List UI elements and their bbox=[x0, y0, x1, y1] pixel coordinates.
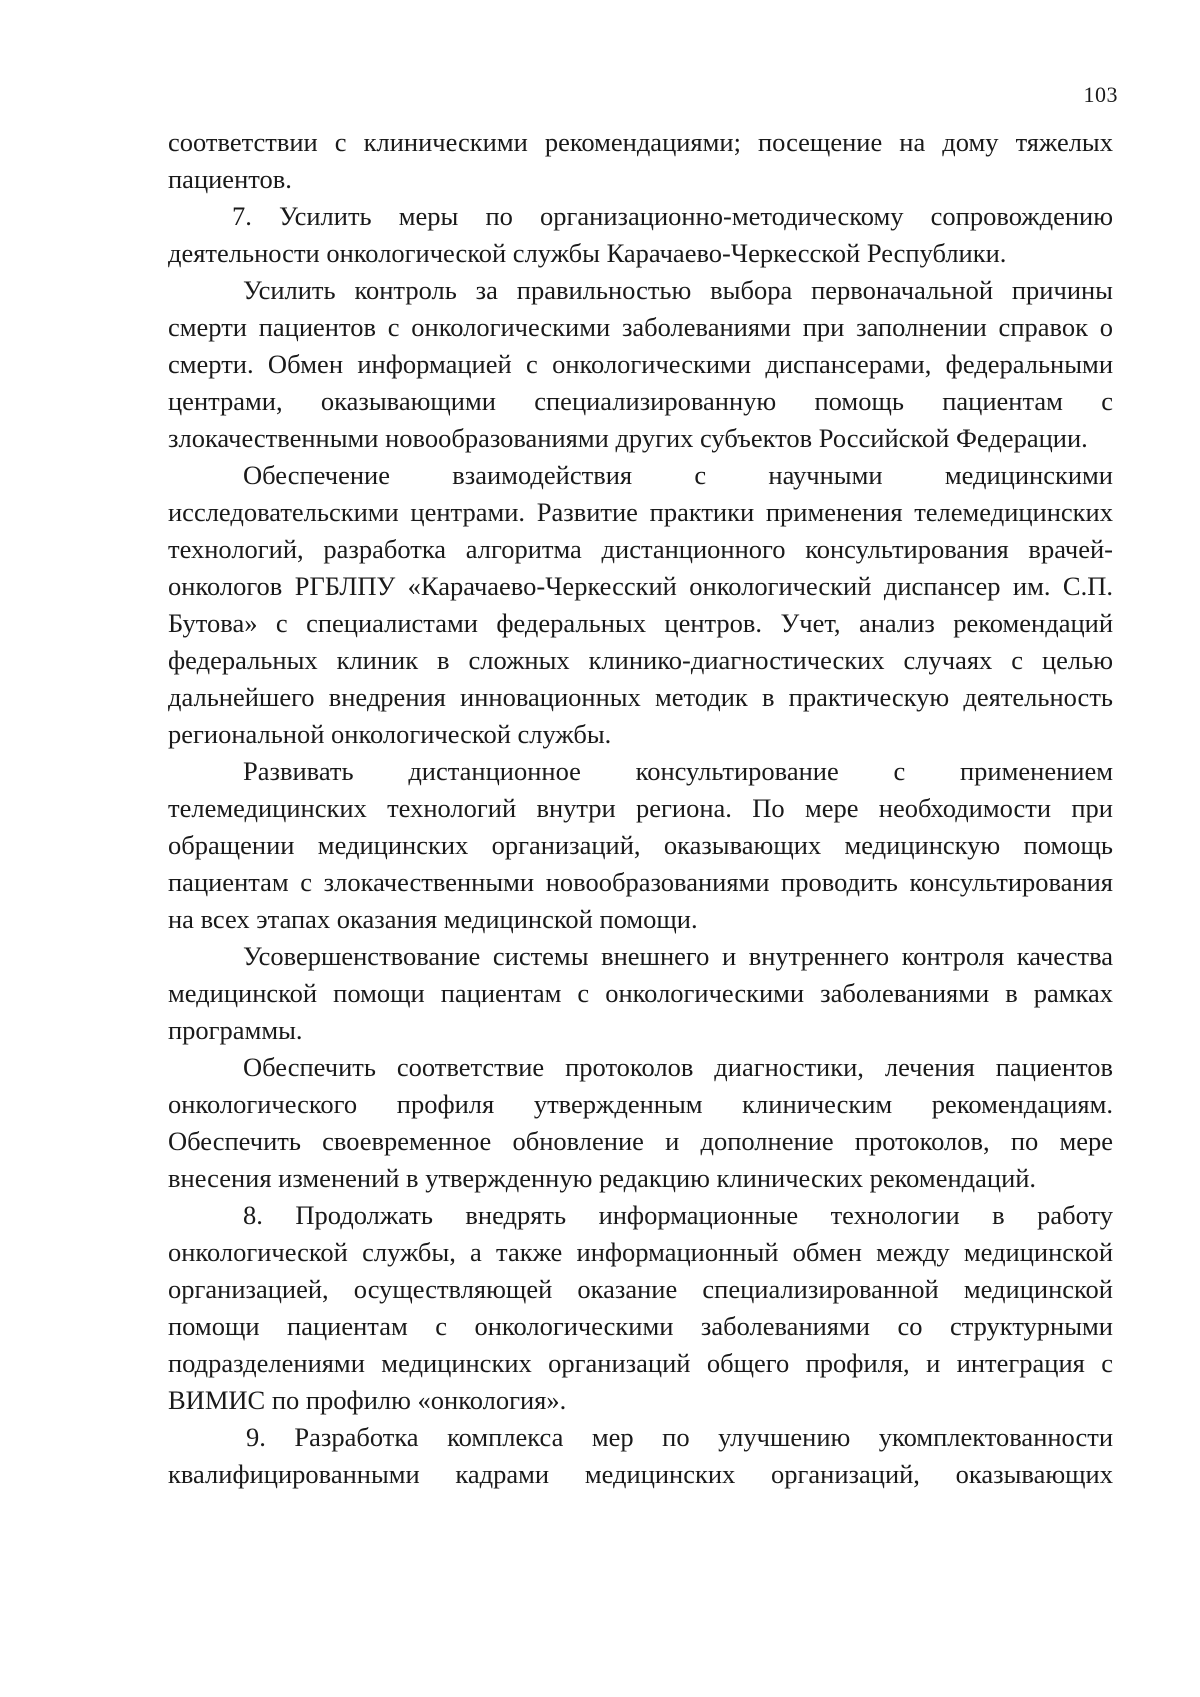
paragraph-item-9: 9. Разработка комплекса мер по улучшению укомплектованности квалифицированными кадрами медицинских организаций, оказывающих bbox=[168, 1422, 1113, 1489]
paragraph-item-7: 7. Усилить меры по организационно-методическому сопровождению деятельности онкологической службы Карачаево-Черкесской Республики. bbox=[168, 201, 1113, 268]
paragraph-quality-control: Усовершенствование системы внешнего и внутреннего контроля качества медицинской помощи пациентам с онкологическими заболеваниями в рамках программы. bbox=[168, 941, 1113, 1045]
paragraph-cause-of-death-control: Усилить контроль за правильностью выбора первоначальной причины смерти пациентов с онкологическими заболеваниями при заполнении справок о смерти. Обмен информацией с онкологическими диспансерами, федеральными центрами, оказывающими специализированную помощь пациентам с злокачественными новообразованиями других субъектов Российской Федерации. bbox=[168, 275, 1113, 453]
paragraph-continuation: соответствии с клиническими рекомендациями; посещение на дому тяжелых пациентов. bbox=[168, 127, 1113, 194]
document-body bbox=[168, 124, 1113, 1493]
paragraph-remote-consulting: Развивать дистанционное консультирование с применением телемедицинских технологий внутри региона. По мере необходимости при обращении медицинских организаций, оказывающих медицинскую помощь пациентам с злокачественными новообразованиями проводить консультирования на всех этапах оказания медицинской помощи. bbox=[168, 756, 1113, 934]
paragraph-item-8: 8. Продолжать внедрять информационные технологии в работу онкологической службы, а также информационный обмен между медицинской организацией, осуществляющей оказание специализированной медицинской помощи пациентам с онкологическими заболеваниями со структурными подразделениями медицинских организаций общего профиля, и интеграция с ВИМИС по профилю «онкология». bbox=[168, 1200, 1113, 1415]
paragraph-research-centers: Обеспечение взаимодействия с научными медицинскими исследовательскими центрами. Развитие практики применения телемедицинских технологий, разработка алгоритма дистанционного консультирования врачей-онкологов РГБЛПУ «Карачаево-Черкесский онкологический диспансер им. С.П. Бутова» с специалистами федеральных центров. Учет, анализ рекомендаций федеральных клиник в сложных клинико-диагностических случаях с целью дальнейшего внедрения инновационных методик в практическую деятельность региональной онкологической службы. bbox=[168, 460, 1113, 749]
paragraph-protocols: Обеспечить соответствие протоколов диагностики, лечения пациентов онкологического профиля утвержденным клиническим рекомендациям. Обеспечить своевременное обновление и дополнение протоколов, по мере внесения изменений в утвержденную редакцию клинических рекомендаций. bbox=[168, 1052, 1113, 1193]
page-number: 103 bbox=[1083, 82, 1118, 107]
